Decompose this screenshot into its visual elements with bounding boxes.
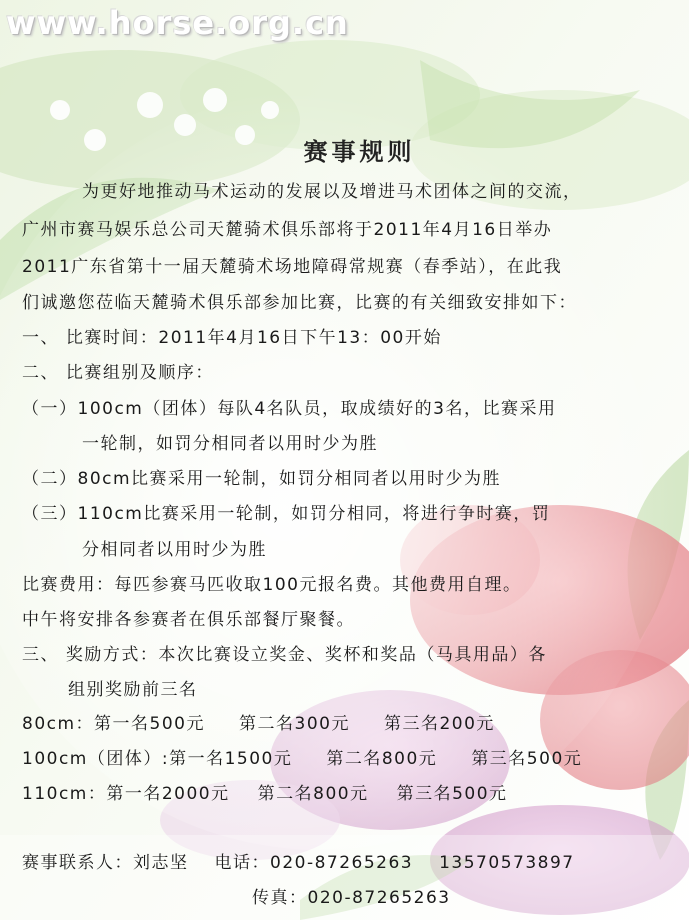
intro-line-3: 2011广东省第十一届天麓骑术场地障碍常规赛（春季站），在此我 <box>22 257 563 277</box>
section-1-time: 一、 比赛时间：2011年4月16日下午13：00开始 <box>22 328 442 348</box>
site-watermark-url: www.horse.org.cn <box>6 4 349 42</box>
prize-row-100cm <box>22 748 582 770</box>
page-title: 赛事规则 <box>303 138 416 166</box>
group-2-line: （二）80cm比赛采用一轮制，如罚分相同者以用时少为胜 <box>22 469 502 489</box>
section-3-line-1: 三、 奖励方式：本次比赛设立奖金、奖杯和奖品（马具用品）各 <box>22 645 547 665</box>
contact-person: 赛事联系人：刘志坚 <box>22 853 189 873</box>
lunch-line: 中午将安排各参赛者在俱乐部餐厅聚餐。 <box>22 610 355 630</box>
contact-line <box>22 852 575 874</box>
prize-label: 110cm： <box>22 784 107 804</box>
prize-row-110cm <box>22 783 508 805</box>
prize-second: 第二名800元 <box>257 784 369 804</box>
prize-row-80cm <box>22 713 495 735</box>
contact-fax: 传真：020-87265263 <box>252 888 451 908</box>
prize-label: 100cm（团体）: <box>22 749 170 769</box>
intro-line-1: 为更好地推动马术运动的发展以及增进马术团体之间的交流， <box>82 182 582 202</box>
prize-second: 第二名800元 <box>326 749 438 769</box>
prize-first: 第一名1500元 <box>169 749 293 769</box>
intro-line-2: 广州市赛马娱乐总公司天麓骑术俱乐部将于2011年4月16日举办 <box>22 220 553 240</box>
fee-line: 比赛费用：每匹参赛马匹收取100元报名费。其他费用自理。 <box>22 575 522 595</box>
contact-phone: 电话：020-87265263 <box>214 853 414 873</box>
prize-first: 第一名500元 <box>94 714 205 734</box>
prize-label: 80cm： <box>22 714 95 734</box>
prize-second: 第二名300元 <box>239 714 350 734</box>
section-3-line-2: 组别奖励前三名 <box>68 680 198 700</box>
group-3-line-2: 分相同者以用时少为胜 <box>82 540 267 560</box>
prize-third: 第三名200元 <box>383 714 495 734</box>
group-3-line-1: （三）110cm比赛采用一轮制，如罚分相同，将进行争时赛，罚 <box>22 504 551 524</box>
prize-third: 第三名500元 <box>471 749 583 769</box>
group-1-line-2: 一轮制，如罚分相同者以用时少为胜 <box>82 434 378 454</box>
prize-third: 第三名500元 <box>396 784 508 804</box>
contact-mobile: 13570573897 <box>439 853 575 873</box>
intro-line-4: 们诚邀您莅临天麓骑术俱乐部参加比赛，比赛的有关细致安排如下： <box>22 293 577 313</box>
section-2-heading: 二、 比赛组别及顺序： <box>22 363 214 383</box>
group-1-line-1: （一）100cm（团体）每队4名队员，取成绩好的3名，比赛采用 <box>22 399 557 419</box>
prize-first: 第一名2000元 <box>106 784 230 804</box>
